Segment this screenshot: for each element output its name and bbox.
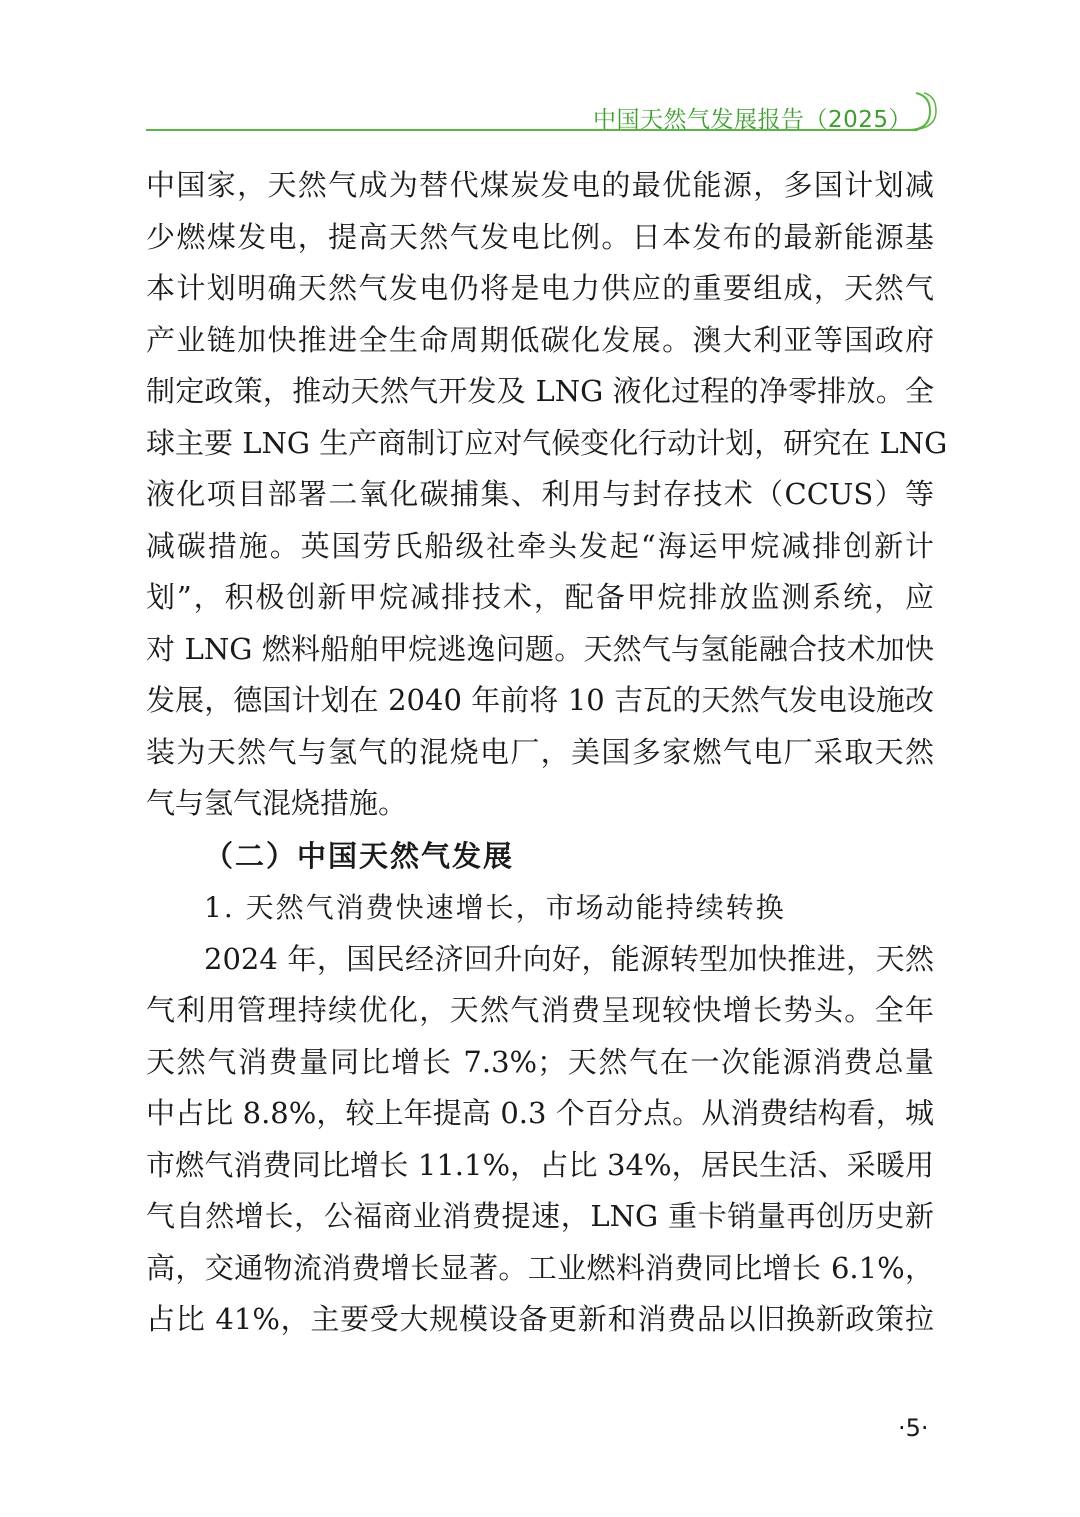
text-line: 发展，德国计划在 2040 年前将 10 吉瓦的天然气发电设施改	[146, 683, 934, 717]
text-line: 气利用管理持续优化，天然气消费呈现较快增长势头。全年	[146, 993, 934, 1027]
text-line: 气与氢气混烧措施。	[146, 786, 408, 820]
text-line: 球主要 LNG 生产商制订应对气候变化行动计划，研究在 LNG	[146, 425, 948, 460]
section-heading: （二）中国天然气发展	[204, 838, 515, 873]
text-line: 对 LNG 燃料船舶甲烷逃逸问题。天然气与氢能融合技术加快	[146, 631, 934, 666]
text-line: 中国家，天然气成为替代煤炭发电的最优能源，多国计划减	[146, 168, 934, 202]
text-line: 装为天然气与氢气的混烧电厂，美国多家燃气电厂采取天然	[146, 734, 934, 769]
subsection-heading: 1. 天然气消费快速增长，市场动能持续转换	[204, 890, 786, 924]
text-line: 产业链加快推进全生命周期低碳化发展。澳大利亚等国政府	[146, 322, 934, 357]
text-line: 本计划明确天然气发电仍将是电力供应的重要组成，天然气	[146, 271, 934, 305]
header-rule-curve	[880, 92, 940, 132]
paragraph-international-gas	[146, 160, 948, 830]
text-line: 市燃气消费同比增长 11.1%，占比 34%，居民生活、采暖用	[146, 1147, 934, 1182]
text-line: 中占比 8.8%，较上年提高 0.3 个百分点。从消费结构看，城	[146, 1096, 934, 1130]
text-line: 少燃煤发电，提高天然气发电比例。日本发布的最新能源基	[146, 219, 934, 254]
text-line: 天然气消费量同比增长 7.3%；天然气在一次能源消费总量	[146, 1044, 934, 1079]
text-line: 制定政策，推动天然气开发及 LNG 液化过程的净零排放。全	[146, 374, 934, 408]
text-line: 占比 41%，主要受大规模设备更新和消费品以旧换新政策拉	[146, 1302, 934, 1336]
text-line: 气自然增长，公福商业消费提速，LNG 重卡销量再创历史新	[146, 1199, 934, 1233]
running-header-title: 中国天然气发展报告（2025）	[592, 107, 912, 133]
text-line: 2024 年，国民经济回升向好，能源转型加快推进，天然	[204, 941, 934, 976]
page-body	[146, 160, 948, 1346]
text-line: 减碳措施。英国劳氏船级社牵头发起“海运甲烷减排创新计	[146, 528, 934, 563]
text-line: 划”，积极创新甲烷减排技术，配备甲烷排放监测系统，应	[146, 580, 934, 614]
paragraph-china-consumption	[146, 934, 934, 1346]
text-line: 高，交通物流消费增长显著。工业燃料消费同比增长 6.1%，	[146, 1250, 934, 1285]
page-header	[0, 0, 1080, 140]
text-line: 液化项目部署二氧化碳捕集、利用与封存技术（CCUS）等	[146, 477, 934, 511]
page-number: ·5·	[898, 1414, 929, 1442]
header-rule	[146, 129, 918, 131]
